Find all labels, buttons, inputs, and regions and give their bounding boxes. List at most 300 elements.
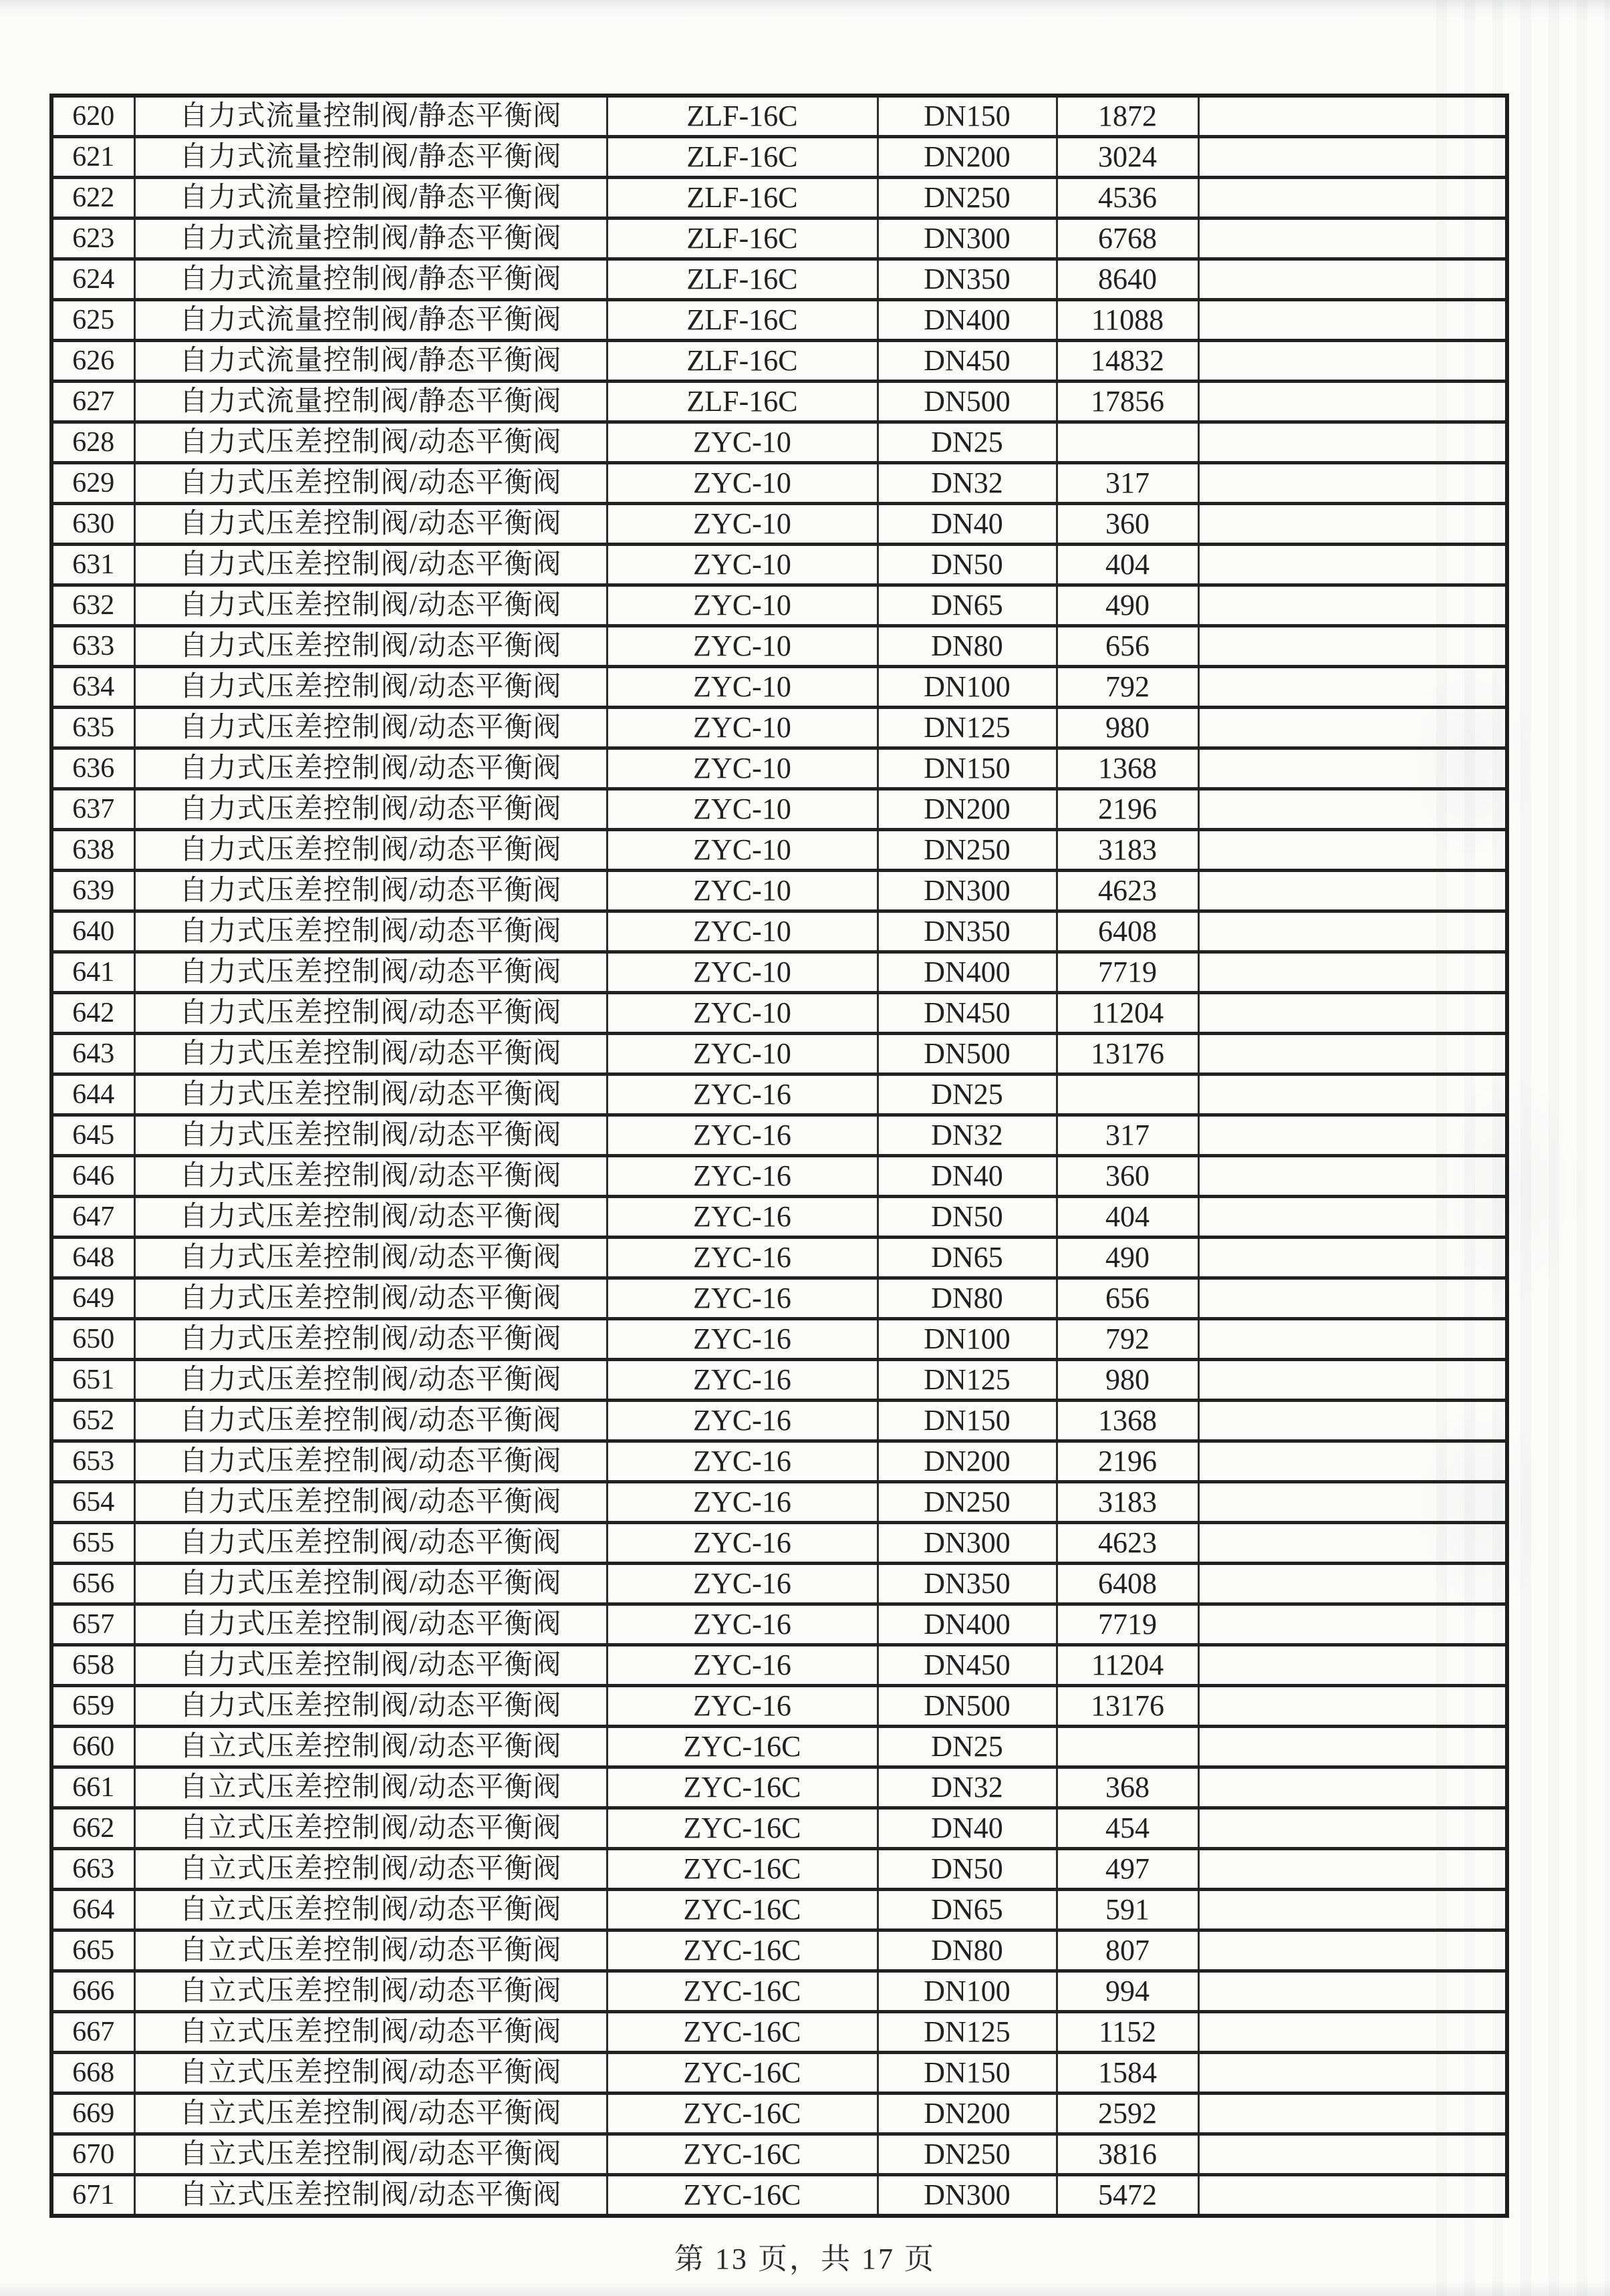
price-cell: 1152	[1057, 2012, 1198, 2053]
price-cell: 1872	[1057, 96, 1198, 137]
price-cell: 2196	[1057, 789, 1198, 830]
notes-cell	[1198, 463, 1507, 504]
table-row	[51, 1156, 1507, 1197]
serial-cell: 655	[51, 1523, 134, 1564]
model-cell: ZLF-16C	[607, 259, 878, 300]
model-cell: ZYC-10	[607, 708, 878, 748]
price-cell: 2196	[1057, 1441, 1198, 1482]
price-cell: 994	[1057, 1971, 1198, 2012]
notes-cell	[1198, 1523, 1507, 1564]
product-name-cell: 自力式压差控制阀/动态平衡阀	[134, 1564, 607, 1604]
table-row	[51, 1564, 1507, 1604]
model-cell: ZLF-16C	[607, 382, 878, 422]
serial-cell: 624	[51, 259, 134, 300]
price-cell: 6408	[1057, 1564, 1198, 1604]
model-cell: ZYC-10	[607, 667, 878, 708]
serial-cell: 650	[51, 1319, 134, 1360]
product-name-cell: 自力式流量控制阀/静态平衡阀	[134, 300, 607, 341]
size-cell: DN50	[878, 545, 1057, 585]
notes-cell	[1198, 1238, 1507, 1278]
price-cell: 6768	[1057, 219, 1198, 259]
serial-cell: 621	[51, 137, 134, 178]
product-name-cell: 自立式压差控制阀/动态平衡阀	[134, 1727, 607, 1767]
price-cell: 3183	[1057, 830, 1198, 871]
notes-cell	[1198, 952, 1507, 993]
price-cell: 454	[1057, 1808, 1198, 1849]
price-cell: 807	[1057, 1930, 1198, 1971]
price-cell: 1584	[1057, 2053, 1198, 2094]
size-cell: DN250	[878, 830, 1057, 871]
table-row	[51, 96, 1507, 137]
notes-cell	[1198, 1115, 1507, 1156]
model-cell: ZYC-16C	[607, 1808, 878, 1849]
model-cell: ZYC-10	[607, 626, 878, 667]
notes-cell	[1198, 789, 1507, 830]
serial-cell: 633	[51, 626, 134, 667]
serial-cell: 622	[51, 178, 134, 219]
table-row	[51, 1482, 1507, 1523]
table-row	[51, 1360, 1507, 1401]
size-cell: DN250	[878, 1482, 1057, 1523]
table-row	[51, 626, 1507, 667]
notes-cell	[1198, 1971, 1507, 2012]
size-cell: DN32	[878, 1115, 1057, 1156]
price-cell: 5472	[1057, 2175, 1198, 2216]
table-row	[51, 463, 1507, 504]
table-row	[51, 789, 1507, 830]
price-cell: 368	[1057, 1767, 1198, 1808]
serial-cell: 638	[51, 830, 134, 871]
product-name-cell: 自力式压差控制阀/动态平衡阀	[134, 830, 607, 871]
serial-cell: 636	[51, 748, 134, 789]
notes-cell	[1198, 667, 1507, 708]
size-cell: DN150	[878, 1401, 1057, 1441]
price-cell: 497	[1057, 1849, 1198, 1890]
product-name-cell: 自力式压差控制阀/动态平衡阀	[134, 1115, 607, 1156]
model-cell: ZLF-16C	[607, 341, 878, 382]
price-cell: 3024	[1057, 137, 1198, 178]
size-cell: DN125	[878, 1360, 1057, 1401]
serial-cell: 642	[51, 993, 134, 1034]
product-name-cell: 自力式压差控制阀/动态平衡阀	[134, 1604, 607, 1645]
table-row	[51, 1686, 1507, 1727]
notes-cell	[1198, 708, 1507, 748]
table-row	[51, 545, 1507, 585]
notes-cell	[1198, 259, 1507, 300]
product-name-cell: 自立式压差控制阀/动态平衡阀	[134, 1930, 607, 1971]
scan-artifact-bottom-edge	[0, 2281, 1610, 2296]
table-row	[51, 2012, 1507, 2053]
size-cell: DN80	[878, 1930, 1057, 1971]
size-cell: DN250	[878, 2134, 1057, 2175]
serial-cell: 629	[51, 463, 134, 504]
size-cell: DN125	[878, 708, 1057, 748]
model-cell: ZYC-16C	[607, 1930, 878, 1971]
product-name-cell: 自立式压差控制阀/动态平衡阀	[134, 2134, 607, 2175]
size-cell: DN300	[878, 219, 1057, 259]
table-row	[51, 1197, 1507, 1238]
product-name-cell: 自力式压差控制阀/动态平衡阀	[134, 1319, 607, 1360]
table-row	[51, 1890, 1507, 1930]
product-name-cell: 自力式压差控制阀/动态平衡阀	[134, 993, 607, 1034]
model-cell: ZYC-10	[607, 952, 878, 993]
notes-cell	[1198, 219, 1507, 259]
product-name-cell: 自力式压差控制阀/动态平衡阀	[134, 1645, 607, 1686]
notes-cell	[1198, 2134, 1507, 2175]
page-footer: 第 13 页，共 17 页	[674, 2243, 936, 2275]
product-name-cell: 自力式压差控制阀/动态平衡阀	[134, 1034, 607, 1074]
notes-cell	[1198, 178, 1507, 219]
product-name-cell: 自立式压差控制阀/动态平衡阀	[134, 2053, 607, 2094]
product-name-cell: 自力式压差控制阀/动态平衡阀	[134, 1197, 607, 1238]
product-name-cell: 自力式压差控制阀/动态平衡阀	[134, 1401, 607, 1441]
model-cell: ZYC-16C	[607, 1890, 878, 1930]
table-row	[51, 1319, 1507, 1360]
notes-cell	[1198, 1482, 1507, 1523]
notes-cell	[1198, 382, 1507, 422]
size-cell: DN450	[878, 1645, 1057, 1686]
notes-cell	[1198, 1808, 1507, 1849]
table-row	[51, 1238, 1507, 1278]
size-cell: DN25	[878, 422, 1057, 463]
price-cell: 4623	[1057, 1523, 1198, 1564]
product-name-cell: 自立式压差控制阀/动态平衡阀	[134, 1767, 607, 1808]
notes-cell	[1198, 341, 1507, 382]
table-row	[51, 1767, 1507, 1808]
serial-cell: 664	[51, 1890, 134, 1930]
model-cell: ZYC-16	[607, 1319, 878, 1360]
product-name-cell: 自力式压差控制阀/动态平衡阀	[134, 504, 607, 545]
product-name-cell: 自力式压差控制阀/动态平衡阀	[134, 748, 607, 789]
serial-cell: 660	[51, 1727, 134, 1767]
product-name-cell: 自力式压差控制阀/动态平衡阀	[134, 1523, 607, 1564]
price-cell: 11088	[1057, 300, 1198, 341]
serial-cell: 653	[51, 1441, 134, 1482]
product-name-cell: 自力式流量控制阀/静态平衡阀	[134, 178, 607, 219]
model-cell: ZYC-16	[607, 1523, 878, 1564]
model-cell: ZYC-16C	[607, 1767, 878, 1808]
serial-cell: 651	[51, 1360, 134, 1401]
notes-cell	[1198, 504, 1507, 545]
price-cell: 8640	[1057, 259, 1198, 300]
table-row	[51, 2134, 1507, 2175]
notes-cell	[1198, 585, 1507, 626]
price-cell: 591	[1057, 1890, 1198, 1930]
notes-cell	[1198, 911, 1507, 952]
product-name-cell: 自力式压差控制阀/动态平衡阀	[134, 708, 607, 748]
model-cell: ZYC-16C	[607, 2053, 878, 2094]
product-name-cell: 自力式压差控制阀/动态平衡阀	[134, 911, 607, 952]
price-cell: 13176	[1057, 1034, 1198, 1074]
price-cell: 317	[1057, 463, 1198, 504]
model-cell: ZYC-16	[607, 1645, 878, 1686]
table-row	[51, 1727, 1507, 1767]
serial-cell: 648	[51, 1238, 134, 1278]
serial-cell: 667	[51, 2012, 134, 2053]
model-cell: ZYC-16C	[607, 1727, 878, 1767]
notes-cell	[1198, 1278, 1507, 1319]
size-cell: DN450	[878, 993, 1057, 1034]
serial-cell: 634	[51, 667, 134, 708]
notes-cell	[1198, 993, 1507, 1034]
serial-cell: 625	[51, 300, 134, 341]
size-cell: DN65	[878, 1890, 1057, 1930]
table-row	[51, 422, 1507, 463]
size-cell: DN200	[878, 2094, 1057, 2134]
model-cell: ZYC-16C	[607, 2175, 878, 2216]
size-cell: DN400	[878, 952, 1057, 993]
product-name-cell: 自力式流量控制阀/静态平衡阀	[134, 96, 607, 137]
size-cell: DN150	[878, 748, 1057, 789]
size-cell: DN125	[878, 2012, 1057, 2053]
size-cell: DN100	[878, 1971, 1057, 2012]
table-row	[51, 993, 1507, 1034]
price-cell: 2592	[1057, 2094, 1198, 2134]
model-cell: ZYC-10	[607, 993, 878, 1034]
product-name-cell: 自立式压差控制阀/动态平衡阀	[134, 1971, 607, 2012]
serial-cell: 654	[51, 1482, 134, 1523]
price-cell: 14832	[1057, 341, 1198, 382]
serial-cell: 662	[51, 1808, 134, 1849]
size-cell: DN25	[878, 1727, 1057, 1767]
notes-cell	[1198, 1156, 1507, 1197]
size-cell: DN25	[878, 1074, 1057, 1115]
model-cell: ZLF-16C	[607, 219, 878, 259]
serial-cell: 669	[51, 2094, 134, 2134]
notes-cell	[1198, 1849, 1507, 1890]
model-cell: ZYC-16	[607, 1360, 878, 1401]
notes-cell	[1198, 748, 1507, 789]
table-row	[51, 2094, 1507, 2134]
price-cell: 7719	[1057, 1604, 1198, 1645]
size-cell: DN40	[878, 504, 1057, 545]
model-cell: ZYC-16	[607, 1115, 878, 1156]
size-cell: DN250	[878, 178, 1057, 219]
model-cell: ZYC-16	[607, 1401, 878, 1441]
product-name-cell: 自力式流量控制阀/静态平衡阀	[134, 341, 607, 382]
size-cell: DN200	[878, 137, 1057, 178]
price-table-body	[51, 96, 1507, 2216]
product-name-cell: 自力式压差控制阀/动态平衡阀	[134, 422, 607, 463]
table-row	[51, 871, 1507, 911]
product-name-cell: 自力式压差控制阀/动态平衡阀	[134, 545, 607, 585]
size-cell: DN500	[878, 1034, 1057, 1074]
price-cell: 6408	[1057, 911, 1198, 952]
size-cell: DN500	[878, 1686, 1057, 1727]
notes-cell	[1198, 137, 1507, 178]
notes-cell	[1198, 422, 1507, 463]
table-row	[51, 341, 1507, 382]
size-cell: DN350	[878, 1564, 1057, 1604]
size-cell: DN500	[878, 382, 1057, 422]
product-name-cell: 自力式压差控制阀/动态平衡阀	[134, 626, 607, 667]
size-cell: DN350	[878, 259, 1057, 300]
notes-cell	[1198, 1441, 1507, 1482]
notes-cell	[1198, 1686, 1507, 1727]
table-row	[51, 1523, 1507, 1564]
notes-cell	[1198, 1360, 1507, 1401]
product-name-cell: 自力式流量控制阀/静态平衡阀	[134, 259, 607, 300]
model-cell: ZYC-10	[607, 830, 878, 871]
product-name-cell: 自力式流量控制阀/静态平衡阀	[134, 219, 607, 259]
product-name-cell: 自力式压差控制阀/动态平衡阀	[134, 1156, 607, 1197]
model-cell: ZYC-10	[607, 463, 878, 504]
model-cell: ZYC-16C	[607, 2094, 878, 2134]
price-cell: 13176	[1057, 1686, 1198, 1727]
size-cell: DN80	[878, 1278, 1057, 1319]
serial-cell: 646	[51, 1156, 134, 1197]
serial-cell: 626	[51, 341, 134, 382]
size-cell: DN80	[878, 626, 1057, 667]
price-cell: 11204	[1057, 993, 1198, 1034]
serial-cell: 641	[51, 952, 134, 993]
price-table	[49, 94, 1509, 2218]
notes-cell	[1198, 2012, 1507, 2053]
size-cell: DN400	[878, 1604, 1057, 1645]
model-cell: ZYC-10	[607, 911, 878, 952]
size-cell: DN350	[878, 911, 1057, 952]
price-cell: 980	[1057, 1360, 1198, 1401]
product-name-cell: 自力式压差控制阀/动态平衡阀	[134, 1482, 607, 1523]
table-row	[51, 708, 1507, 748]
size-cell: DN150	[878, 96, 1057, 137]
product-name-cell: 自立式压差控制阀/动态平衡阀	[134, 2175, 607, 2216]
notes-cell	[1198, 1034, 1507, 1074]
serial-cell: 623	[51, 219, 134, 259]
table-row	[51, 748, 1507, 789]
model-cell: ZYC-16	[607, 1074, 878, 1115]
model-cell: ZYC-16C	[607, 1849, 878, 1890]
table-row	[51, 259, 1507, 300]
notes-cell	[1198, 1074, 1507, 1115]
table-row	[51, 952, 1507, 993]
model-cell: ZYC-16	[607, 1197, 878, 1238]
size-cell: DN40	[878, 1156, 1057, 1197]
product-name-cell: 自立式压差控制阀/动态平衡阀	[134, 1808, 607, 1849]
model-cell: ZYC-10	[607, 789, 878, 830]
product-name-cell: 自力式压差控制阀/动态平衡阀	[134, 789, 607, 830]
price-cell: 404	[1057, 545, 1198, 585]
price-cell: 1368	[1057, 748, 1198, 789]
serial-cell: 670	[51, 2134, 134, 2175]
model-cell: ZYC-16	[607, 1604, 878, 1645]
model-cell: ZYC-10	[607, 422, 878, 463]
serial-cell: 666	[51, 1971, 134, 2012]
notes-cell	[1198, 871, 1507, 911]
size-cell: DN40	[878, 1808, 1057, 1849]
table-row	[51, 830, 1507, 871]
price-cell: 792	[1057, 1319, 1198, 1360]
size-cell: DN400	[878, 300, 1057, 341]
size-cell: DN300	[878, 1523, 1057, 1564]
size-cell: DN300	[878, 2175, 1057, 2216]
serial-cell: 631	[51, 545, 134, 585]
model-cell: ZLF-16C	[607, 96, 878, 137]
product-name-cell: 自力式压差控制阀/动态平衡阀	[134, 667, 607, 708]
serial-cell: 640	[51, 911, 134, 952]
model-cell: ZYC-16	[607, 1482, 878, 1523]
model-cell: ZLF-16C	[607, 300, 878, 341]
serial-cell: 630	[51, 504, 134, 545]
serial-cell: 656	[51, 1564, 134, 1604]
product-name-cell: 自立式压差控制阀/动态平衡阀	[134, 2094, 607, 2134]
price-cell	[1057, 1074, 1198, 1115]
price-cell: 4536	[1057, 178, 1198, 219]
model-cell: ZYC-10	[607, 545, 878, 585]
product-name-cell: 自力式压差控制阀/动态平衡阀	[134, 871, 607, 911]
price-cell: 360	[1057, 504, 1198, 545]
table-row	[51, 1645, 1507, 1686]
product-name-cell: 自立式压差控制阀/动态平衡阀	[134, 1849, 607, 1890]
serial-cell: 668	[51, 2053, 134, 2094]
size-cell: DN150	[878, 2053, 1057, 2094]
price-cell: 4623	[1057, 871, 1198, 911]
model-cell: ZYC-16	[607, 1238, 878, 1278]
price-cell	[1057, 422, 1198, 463]
product-name-cell: 自力式压差控制阀/动态平衡阀	[134, 585, 607, 626]
serial-cell: 647	[51, 1197, 134, 1238]
notes-cell	[1198, 2094, 1507, 2134]
table-row	[51, 1930, 1507, 1971]
size-cell: DN100	[878, 1319, 1057, 1360]
table-row	[51, 2175, 1507, 2216]
notes-cell	[1198, 1930, 1507, 1971]
notes-cell	[1198, 545, 1507, 585]
serial-cell: 649	[51, 1278, 134, 1319]
product-name-cell: 自力式压差控制阀/动态平衡阀	[134, 1441, 607, 1482]
table-row	[51, 585, 1507, 626]
serial-cell: 661	[51, 1767, 134, 1808]
table-row	[51, 178, 1507, 219]
model-cell: ZYC-16C	[607, 2134, 878, 2175]
serial-cell: 665	[51, 1930, 134, 1971]
table-row	[51, 667, 1507, 708]
serial-cell: 639	[51, 871, 134, 911]
serial-cell: 671	[51, 2175, 134, 2216]
product-name-cell: 自力式流量控制阀/静态平衡阀	[134, 137, 607, 178]
size-cell: DN50	[878, 1849, 1057, 1890]
price-cell	[1057, 1727, 1198, 1767]
product-name-cell: 自力式压差控制阀/动态平衡阀	[134, 1238, 607, 1278]
serial-cell: 635	[51, 708, 134, 748]
price-cell: 360	[1057, 1156, 1198, 1197]
product-name-cell: 自力式流量控制阀/静态平衡阀	[134, 382, 607, 422]
notes-cell	[1198, 626, 1507, 667]
product-name-cell: 自力式压差控制阀/动态平衡阀	[134, 1686, 607, 1727]
size-cell: DN300	[878, 871, 1057, 911]
model-cell: ZYC-16	[607, 1278, 878, 1319]
notes-cell	[1198, 1401, 1507, 1441]
product-name-cell: 自力式压差控制阀/动态平衡阀	[134, 463, 607, 504]
table-row	[51, 1074, 1507, 1115]
notes-cell	[1198, 2053, 1507, 2094]
serial-cell: 643	[51, 1034, 134, 1074]
table-row	[51, 300, 1507, 341]
table-row	[51, 1441, 1507, 1482]
scan-artifact-top-edge	[0, 0, 1610, 20]
table-row	[51, 1971, 1507, 2012]
serial-cell: 663	[51, 1849, 134, 1890]
size-cell: DN200	[878, 1441, 1057, 1482]
notes-cell	[1198, 1564, 1507, 1604]
table-row	[51, 911, 1507, 952]
price-cell: 17856	[1057, 382, 1198, 422]
table-row	[51, 504, 1507, 545]
model-cell: ZYC-16C	[607, 2012, 878, 2053]
model-cell: ZLF-16C	[607, 178, 878, 219]
price-cell: 656	[1057, 1278, 1198, 1319]
serial-cell: 620	[51, 96, 134, 137]
